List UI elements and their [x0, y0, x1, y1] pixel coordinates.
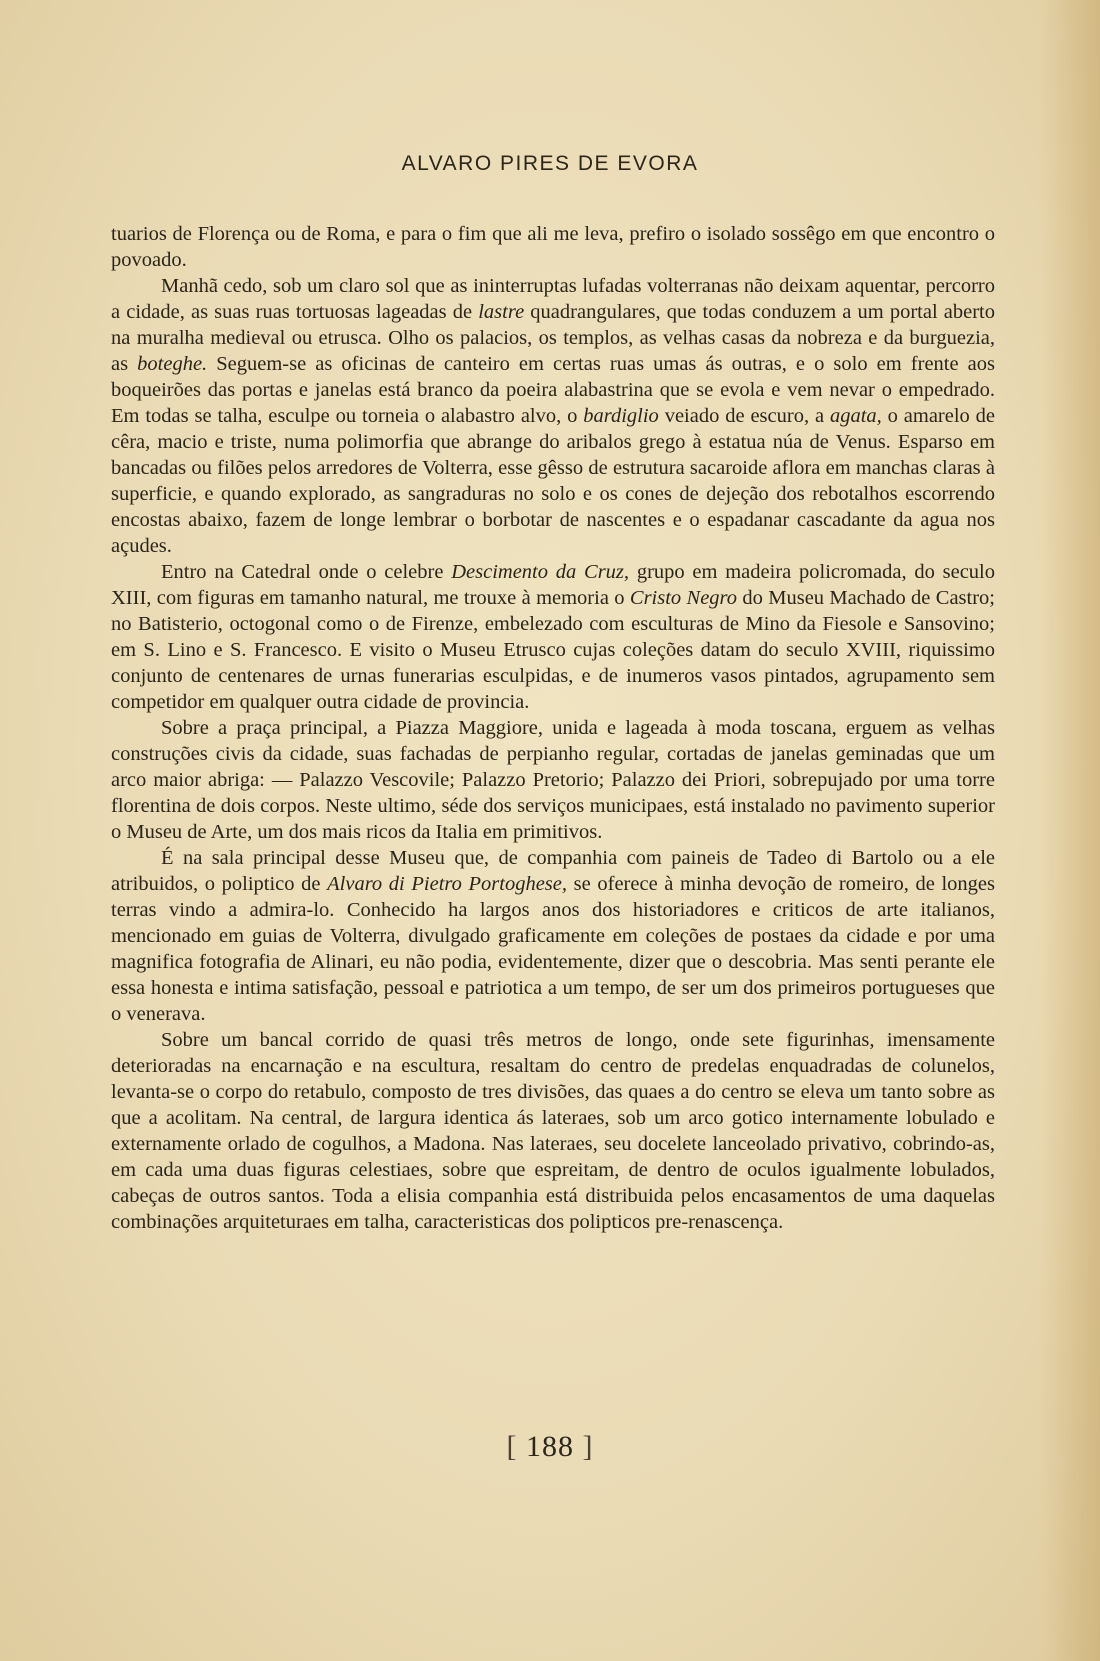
text-run: do Museu Machado de Castro; no Batisterio, octogonal como o de Firenze, embelezado com esculturas de Mino da Fiesole e Sansovino; em S. Lino e S. Francesco. E visito o Museu Etrusco cujas coleções datam do seculo XVIII, riquissimo conjunto de centenares de urnas funerarias esculpidas, e de inumeros vasos pintados, agrupamento sem competidor em qualquer outra cidade de provincia. — [111, 587, 995, 713]
text-run: quadrangulares, que todas conduzem a um portal aberto na muralha medieval ou etrusca. Olho os palacios, os templos, as velhas casas da nobreza e da burguezia, as — [111, 301, 995, 375]
folio-open-bracket: [ — [506, 1430, 518, 1463]
italic-text: Cristo Negro — [629, 587, 738, 609]
text-run: grupo em madeira policromada, do seculo XIII, com figuras em tamanho natural, me trouxe à memoria o — [111, 561, 996, 609]
italic-text: boteghe. — [137, 353, 208, 375]
page-number: 188 — [526, 1430, 574, 1463]
text-run: tuarios de Florença ou de Roma, e para o fim que ali me leva, prefiro o isolado sossêgo em que encontro o povoado. — [111, 223, 995, 271]
text-run: veiado de escuro, a — [658, 405, 830, 427]
body-text — [111, 221, 995, 1235]
text-run: Sobre um bancal corrido de quasi três metros de longo, onde sete figurinhas, imensamente deterioradas na encarnação e na escultura, resaltam do centro de predelas enquadradas de colunelos, levanta-se o corpo do retabulo, composto de tres divisões, das quaes a do centro se eleva um tanto sobre as que a acolitam. Na central, de largura identica ás lateraes, sob um arco gotico internamente lobulado e externamente orlado de cogulhos, a Madona. Nas lateraes, seu docelete lanceolado privativo, cobrindo-as, em cada uma duas figuras celestiaes, sobre que espreitam, de dentro de oculos igualmente lobulados, cabeças de outros santos. Toda a elisia companhia está distribuida pelos encasamentos de uma daquelas combinações arquiteturaes em talha, caracteristicas dos polipticos pre-renascença. — [111, 1029, 995, 1233]
paragraph — [111, 715, 995, 845]
paragraph — [111, 559, 995, 715]
italic-text: Descimento da Cruz, — [451, 561, 630, 583]
text-run: Seguem-se as oficinas de canteiro em certas ruas umas ás outras, e o solo em frente aos boqueirões das portas e janelas está branco da poeira alabastrina que se evola e vem nevar o empedrado. Em todas se talha, esculpe ou torneia o alabastro alvo, o — [111, 353, 995, 427]
italic-text: Alvaro di Pietro Portoghese, — [327, 873, 568, 895]
page-number-folio — [0, 1430, 1100, 1464]
paragraph — [111, 273, 995, 559]
italic-text: bardiglio — [583, 405, 659, 427]
paragraph — [111, 221, 995, 273]
text-run: Entro na Catedral onde o celebre — [161, 561, 452, 583]
text-run: Sobre a praça principal, a Piazza Maggiore, unida e lageada à moda toscana, erguem as velhas construções civis da cidade, suas fachadas de perpianho regular, cortadas de janelas geminadas que um arco maior abriga: — Palazzo Vescovile; Palazzo Pretorio; Palazzo dei Priori, sobrepujado por uma torre florentina de dois corpos. Neste ultimo, séde dos serviços municipaes, está instalado no pavimento superior o Museu de Arte, um dos mais ricos da Italia em primitivos. — [111, 717, 995, 843]
italic-text: agata, — [829, 405, 882, 427]
italic-text: lastre — [478, 301, 525, 323]
text-run: Manhã cedo, sob um claro sol que as ininterruptas lufadas volterranas não deixam aquentar, percorro a cidade, as suas ruas tortuosas lageadas de — [111, 275, 995, 323]
running-title: ALVARO PIRES DE EVORA — [401, 152, 699, 175]
paragraph — [111, 1027, 995, 1235]
paragraph — [111, 845, 995, 1027]
text-run: se oferece à minha devoção de romeiro, de longes terras vindo a admira-lo. Conhecido ha largos anos dos historiadores e criticos de arte italianos, mencionado em guias de Volterra, divulgado graficamente em coleções de postaes da cidade e por uma magnifica fotografia de Alinari, eu não podia, evidentemente, dizer que o descobria. Mas senti perante ele essa honesta e intima satisfação, pessoal e patriotica a um tempo, de ser um dos primeiros portugueses que o venerava. — [111, 873, 995, 1025]
text-run: É na sala principal desse Museu que, de companhia com paineis de Tadeo di Bartolo ou a ele atribuidos, o poliptico de — [111, 847, 995, 895]
text-run: o amarelo de cêra, macio e triste, numa polimorfia que abrange do aribalos grego à estatua núa de Venus. Esparso em bancadas ou filões pelos arredores de Volterra, esse gêsso de estrutura sacaroide aflora em manchas claras à superficie, e quando explorado, as sangraduras no solo e os cones de dejeção dos rebotalhos escorrendo encostas abaixo, fazem de longe lembrar o borbotar de nascentes e o espadanar cascadante da agua nos açudes. — [111, 405, 996, 557]
folio-close-bracket: ] — [582, 1430, 594, 1463]
